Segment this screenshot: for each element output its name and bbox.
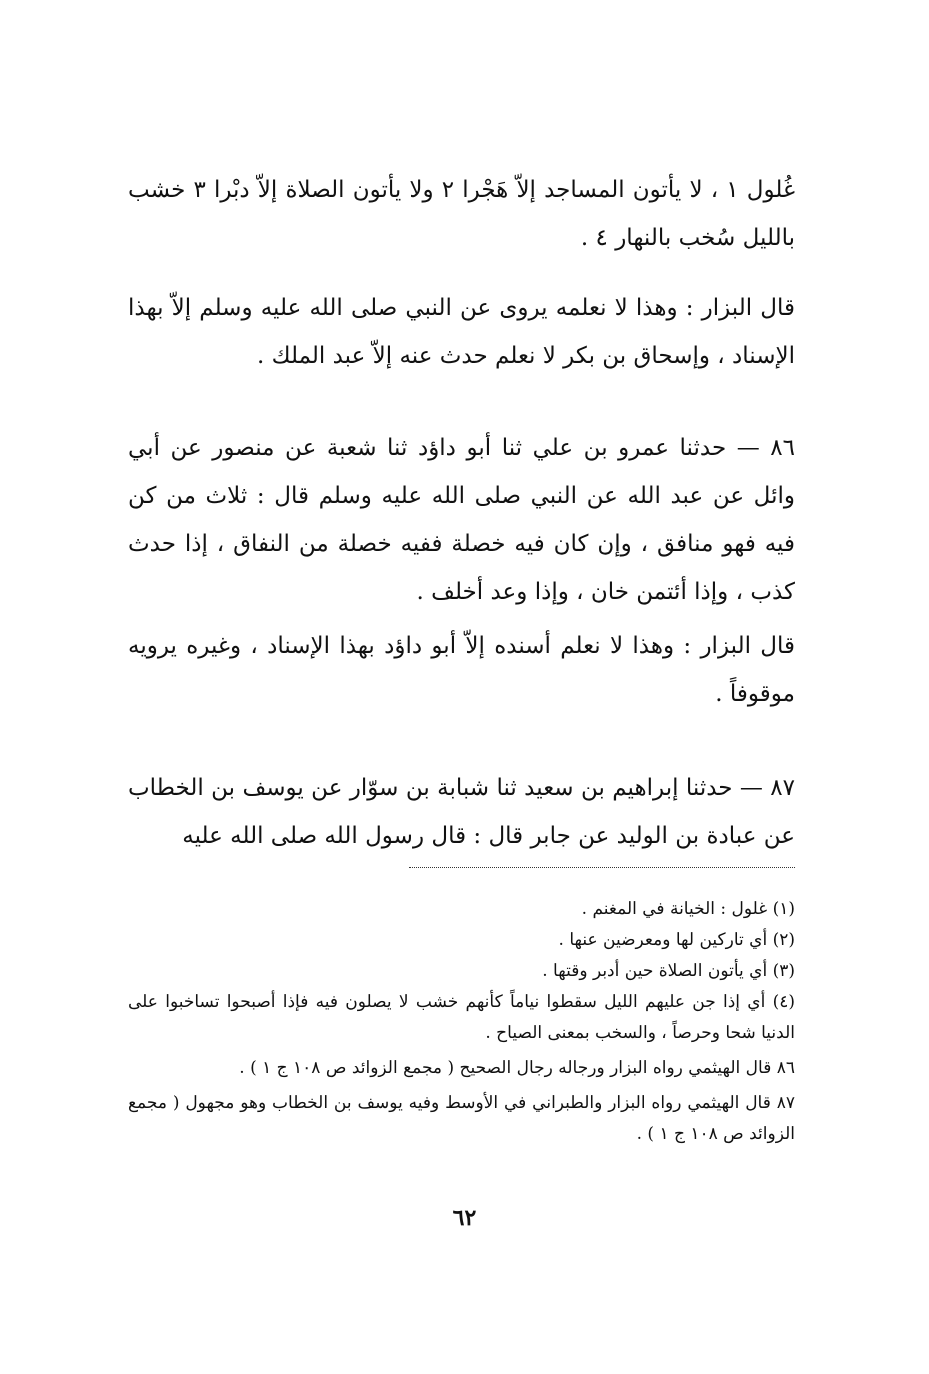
footnote-item: ٨٦ قال الهيثمي رواه البزار ورجاله رجال الصحيح ( مجمع الزوائد ص ١٠٨ ج ١ ) .	[239, 1058, 795, 1078]
page-number: ٦٢	[452, 1205, 477, 1231]
footnotes-list	[128, 894, 795, 1150]
footnote-item: (٢) أي تاركين لها ومعرضين عنها .	[558, 930, 795, 950]
hadith-87-paragraph: ٨٧ — حدثنا إبراهيم بن سعيد ثنا شبابة بن سوّار عن يوسف بن الخطاب عن عبادة بن الوليد عن جابر قال : قال رسول الله صلى الله عليه	[128, 775, 795, 849]
footnote-separator	[409, 867, 795, 868]
footnote-item: (١) غلول : الخيانة في المغنم .	[581, 899, 795, 919]
footnote-item: (٣) أي يأتون الصلاة حين أدبر وقتها .	[542, 961, 795, 981]
hadith-86-paragraph: ٨٦ — حدثنا عمرو بن علي ثنا أبو داؤد ثنا شعبة عن منصور عن أبي وائل عن عبد الله عن النبي صلى الله عليه وسلم قال : ثلاث من كن فيه فهو منافق ، وإن كان فيه خصلة ففيه خصلة من النفاق ، إذا حدث كذب ، وإذا أئتمن خان ، وإذا وعد أخلف .	[128, 435, 795, 605]
text-paragraph: غُلول ١ ، لا يأتون المساجد إلاّ هَجْرا ٢ ولا يأتون الصلاة إلاّ دبْرا ٣ خشب بالليل سُخب بالنهار ٤ .	[128, 177, 795, 251]
page-body	[128, 0, 795, 1374]
footnote-item: ٨٧ قال الهيثمي رواه البزار والطبراني في الأوسط وفيه يوسف بن الخطاب وهو مجهول ( مجمع الزوائد ص ١٠٨ ج ١ ) .	[128, 1093, 795, 1144]
text-paragraph: قال البزار : وهذا لا نعلمه يروى عن النبي صلى الله عليه وسلم إلاّ بهذا الإسناد ، وإسحاق بن بكر لا نعلم حدث عنه إلاّ عبد الملك .	[128, 295, 795, 369]
footnote-item: (٤) أي إذا جن عليهم الليل سقطوا نياماً كأنهم خشب لا يصلون فيه فإذا أصبحوا تساخبوا على الدنيا شحا وحرصاً ، والسخب بمعنى الصياح .	[128, 992, 795, 1043]
text-paragraph: قال البزار : وهذا لا نعلم أسنده إلاّ أبو داؤد بهذا الإسناد ، وغيره يرويه موقوفاً .	[128, 633, 795, 707]
